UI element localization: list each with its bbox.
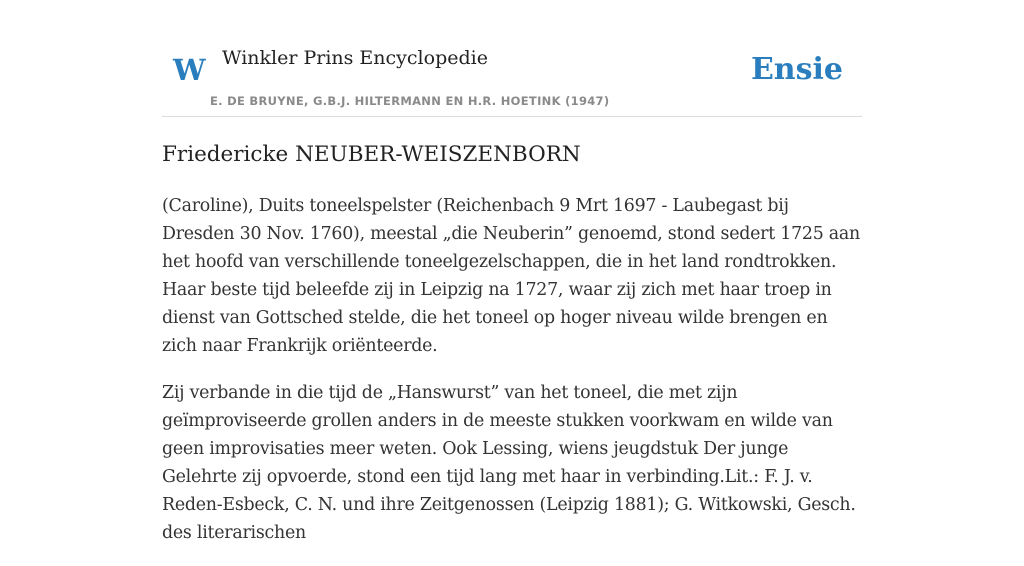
article-title: Friedericke NEUBER-WEISZENBORN bbox=[162, 142, 581, 167]
article-paragraph-2: Zij verbande in die tijd de „Hanswurst” van het toneel, die met zijn geïmproviseerde grollen anders in de meeste stukken voorkwam en wilde van geen improvisaties meer weten. Ook Lessing, wiens jeugdstuk Der junge Gelehrte zij opvoerde, stond een tijd lang met haar in verbinding.Lit.: F. J. v. Reden-Esbeck, C. N. und ihre Zeitgenossen (Leipzig 1881); G. Witkowski, Gesch. des literarischen bbox=[162, 383, 856, 543]
header bbox=[162, 36, 862, 117]
source-authors: E. DE BRUYNE, G.B.J. HILTERMANN EN H.R. HOETINK (1947) bbox=[210, 94, 610, 108]
article-body bbox=[162, 192, 862, 566]
winkler-prins-logo[interactable]: W bbox=[173, 53, 206, 87]
ensie-logo[interactable]: Ensie bbox=[750, 52, 843, 87]
article-paragraph-1: (Caroline), Duits toneelspelster (Reichenbach 9 Mrt 1697 - Laubegast bij Dresden 30 Nov. 1760), meestal „die Neuberin” genoemd, stond sedert 1725 aan het hoofd van verschillende toneelgezelschappen, die in het land rondtrokken. Haar beste tijd beleefde zij in Leipzig na 1727, waar zij zich met haar troep in dienst van Gottsched stelde, die het toneel op hoger niveau wilde brengen en zich naar Frankrijk oriënteerde. bbox=[162, 196, 860, 356]
source-title-link[interactable]: Winkler Prins Encyclopedie bbox=[222, 47, 488, 69]
